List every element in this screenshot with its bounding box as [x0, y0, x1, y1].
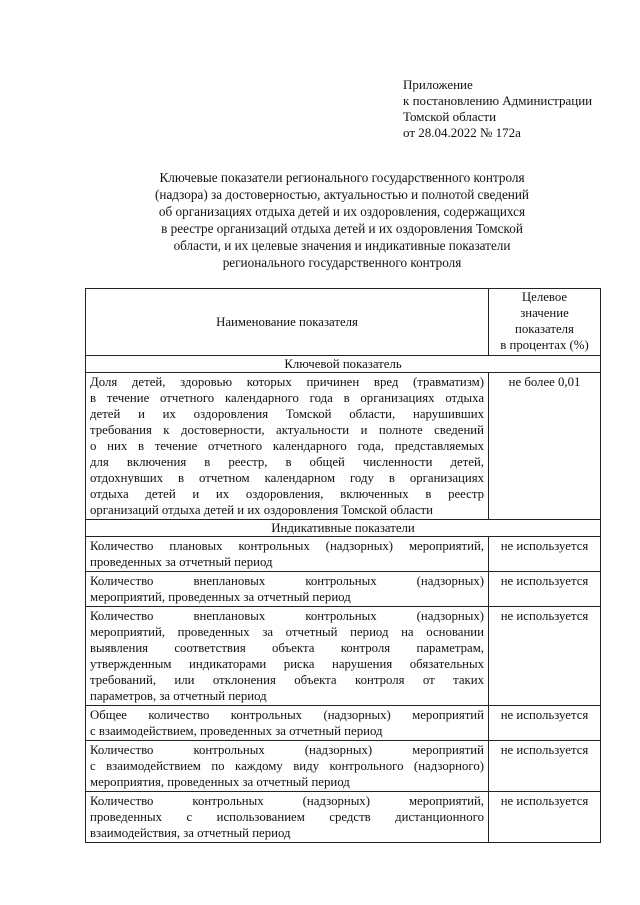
- title-line: регионального государственного контроля: [222, 255, 462, 270]
- indicator-name: [86, 373, 489, 520]
- table-row: [86, 537, 601, 572]
- appendix-line: от 28.04.2022 № 172а: [403, 125, 521, 140]
- indicator-name: [86, 792, 489, 843]
- appendix-line: Приложение: [403, 77, 473, 92]
- indicators-table: [85, 288, 601, 843]
- header-target-value: [489, 289, 601, 356]
- text-line: Количество контрольных (надзорных) мероприятий,: [90, 794, 484, 808]
- table-row: [86, 572, 601, 607]
- text-line: Доля детей, здоровью которых причинен вред (травматизм): [90, 375, 484, 389]
- title-line: области, и их целевые значения и индикативные показатели: [173, 238, 511, 253]
- text-line: о них в течение отчетного календарного года, представляемых: [90, 439, 484, 453]
- header-value-line: значение: [520, 306, 569, 320]
- title-line: Ключевые показатели регионального государственного контроля: [159, 170, 525, 185]
- indicator-name: [86, 537, 489, 572]
- indicator-name: [86, 706, 489, 741]
- text-line: параметров, за отчетный период: [90, 689, 267, 703]
- table-row: [86, 706, 601, 741]
- indicator-name: [86, 572, 489, 607]
- indicator-value: не используется: [489, 537, 601, 572]
- text-line: Количество плановых контрольных (надзорных) мероприятий,: [90, 539, 484, 553]
- header-indicator-name: Наименование показателя: [86, 289, 489, 356]
- text-line: взаимодействия, за отчетный период: [90, 826, 291, 840]
- text-line: требований, или отклонения объекта контроля от таких: [90, 673, 484, 687]
- table-row: [86, 792, 601, 843]
- text-line: выявления соответствия объекта контроля параметрам,: [90, 641, 484, 655]
- indicator-value: не используется: [489, 572, 601, 607]
- section-key-indicator: Ключевой показатель: [86, 356, 601, 373]
- text-line: с взаимодействием, проведенных за отчетный период: [90, 724, 383, 738]
- text-line: Количество контрольных (надзорных) мероприятий: [90, 743, 484, 757]
- section-row-indicative: [86, 520, 601, 537]
- text-line: Количество внеплановых контрольных (надзорных): [90, 574, 484, 588]
- text-line: Количество внеплановых контрольных (надзорных): [90, 609, 484, 623]
- indicator-value: не более 0,01: [489, 373, 601, 520]
- text-line: отдыха детей и их оздоровления, включенных в реестр: [90, 487, 484, 501]
- text-line: мероприятия, проведенных за отчетный период: [90, 775, 350, 789]
- indicator-value: не используется: [489, 706, 601, 741]
- text-line: требования к достоверности, актуальности и полноте сведений: [90, 423, 484, 437]
- table-header-row: [86, 289, 601, 356]
- title-line: (надзора) за достоверностью, актуальностью и полнотой сведений: [155, 187, 529, 202]
- section-indicative-indicators: Индикативные показатели: [86, 520, 601, 537]
- text-line: мероприятий, проведенных за отчетный период на основании: [90, 625, 484, 639]
- text-line: отдохнувших в отчетном календарном году в организациях: [90, 471, 484, 485]
- indicator-value: не используется: [489, 741, 601, 792]
- appendix-line: Томской области: [403, 109, 497, 124]
- text-line: проведенных за отчетный период: [90, 555, 273, 569]
- table-row: [86, 373, 601, 520]
- title-line: в реестре организаций отдыха детей и их оздоровления Томской: [161, 221, 523, 236]
- table-row: [86, 741, 601, 792]
- appendix-line: к постановлению Администрации: [403, 93, 593, 108]
- text-line: Общее количество контрольных (надзорных) мероприятий: [90, 708, 484, 722]
- text-line: организаций отдыха детей и их оздоровления Томской области: [90, 503, 434, 517]
- header-value-line: Целевое: [521, 290, 568, 304]
- header-value-line: в процентах (%): [500, 338, 589, 352]
- section-row-key: [86, 356, 601, 373]
- text-line: в течение отчетного календарного года в организациях отдыха: [90, 391, 484, 405]
- text-line: детей и их оздоровления Томской области, нарушивших: [90, 407, 484, 421]
- indicator-name: [86, 607, 489, 706]
- text-line: с взаимодействием по каждому виду контрольного (надзорного): [90, 759, 484, 773]
- text-line: мероприятий, проведенных за отчетный период: [90, 590, 351, 604]
- indicator-name: [86, 741, 489, 792]
- text-line: для включения в реестр, в общей численности детей,: [90, 455, 484, 469]
- text-line: проведенных с использованием средств дистанционного: [90, 810, 484, 824]
- document-title: [112, 169, 572, 271]
- appendix-block: [403, 77, 618, 141]
- indicator-value: не используется: [489, 607, 601, 706]
- table-row: [86, 607, 601, 706]
- indicator-value: не используется: [489, 792, 601, 843]
- title-line: об организациях отдыха детей и их оздоровления, содержащихся: [158, 204, 526, 219]
- text-line: утвержденным индикаторами риска нарушения обязательных: [90, 657, 484, 671]
- header-value-line: показателя: [515, 322, 574, 336]
